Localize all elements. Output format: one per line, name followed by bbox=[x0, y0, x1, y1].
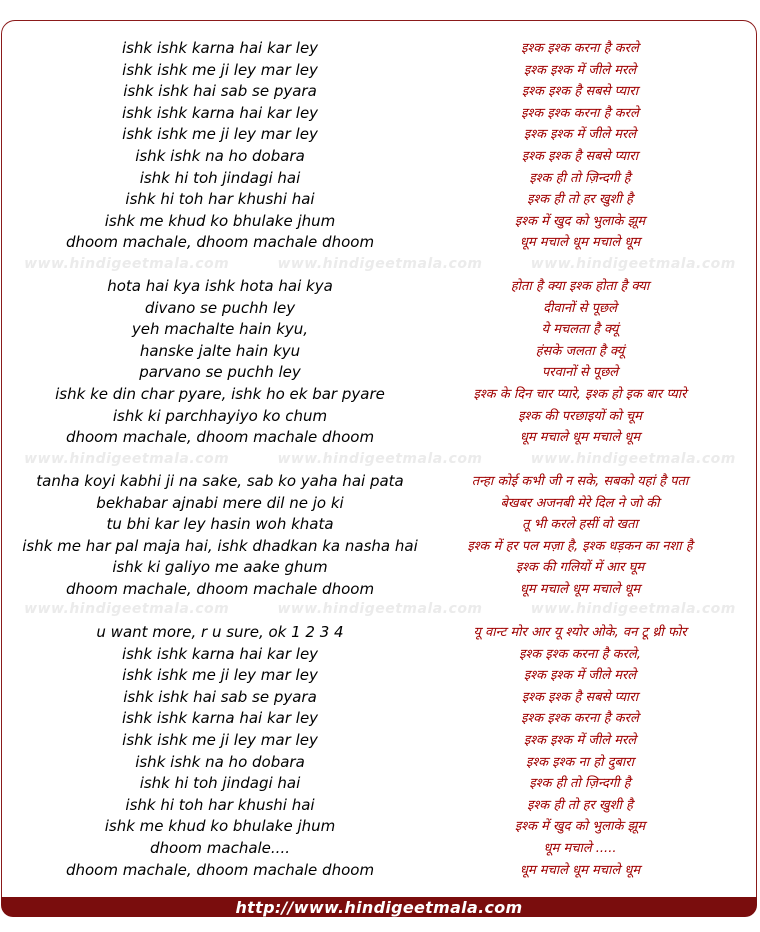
lyric-line-hindi: इश्क की गलियों में आर घूम bbox=[515, 560, 645, 576]
lyric-line-roman: ishk me khud ko bhulake jhum bbox=[104, 211, 336, 230]
lyric-line-hindi: धूम मचाले धूम मचाले धूम bbox=[519, 582, 641, 597]
lyric-line-roman: ishk ishk karna hai kar ley bbox=[121, 644, 319, 663]
lyric-line-roman: ishk ishk karna hai kar ley bbox=[121, 103, 319, 122]
watermark-row bbox=[0, 451, 760, 471]
lyric-line-roman: ishk hi toh har khushi hai bbox=[125, 795, 315, 814]
lyric-line-roman: ishk ishk me ji ley mar ley bbox=[122, 125, 318, 144]
watermark-text: www.hindigeetmala.com bbox=[24, 451, 230, 467]
lyric-line-hindi: धूम मचाले धूम मचाले धूम bbox=[519, 430, 641, 446]
lyric-line-roman: dhoom machale, dhoom machale dhoom bbox=[65, 860, 375, 879]
lyric-line-roman: hota hai kya ishk hota hai kya bbox=[107, 277, 333, 295]
lyric-line-roman: divano se puchh ley bbox=[144, 298, 296, 317]
lyric-line-roman: ishk ki galiyo me aake ghum bbox=[112, 558, 328, 577]
lyric-line-roman: ishk ishk karna hai kar ley bbox=[121, 39, 319, 57]
lyric-line-roman: ishk ishk na ho dobara bbox=[135, 147, 305, 165]
lyric-line-hindi: बेखबर अजनबी मेरे दिल ने जो की bbox=[500, 495, 660, 511]
lyric-line-hindi: तन्हा कोई कभी जी न सके, सबको यहां है पता bbox=[471, 474, 689, 489]
lyric-line-hindi: इश्क इश्क में जीले मरले bbox=[523, 62, 637, 78]
footer-url-link[interactable]: http://www.hindigeetmala.com bbox=[235, 897, 523, 917]
lyric-line-hindi: परवानों से पूछले bbox=[541, 365, 619, 381]
lyric-line-hindi: इश्क ही तो हर खुशी है bbox=[527, 797, 633, 813]
lyric-line-hindi: धूम मचाले ..... bbox=[543, 841, 617, 856]
lyric-line-hindi: यू वान्ट मोर आर यू श्योर ओके, वन टू थ्री फोर bbox=[473, 625, 687, 640]
lyric-line-hindi: इश्क में हर पल मज़ा है, इश्क धड़कन का नशा है bbox=[467, 538, 693, 554]
lyric-line-hindi: इश्क ही तो ज़िन्दगी है bbox=[529, 776, 631, 792]
lyric-line-roman: tu bhi kar ley hasin woh khata bbox=[106, 515, 334, 534]
lyric-line-hindi: इश्क इश्क करना है करले bbox=[521, 105, 639, 121]
lyric-line-roman: ishk ishk me ji ley mar ley bbox=[122, 60, 318, 79]
lyric-line-roman: ishk hi toh har khushi hai bbox=[125, 190, 315, 209]
lyric-line-roman: dhoom machale, dhoom machale dhoom bbox=[65, 428, 375, 447]
lyric-line-roman: ishk ishk me ji ley mar ley bbox=[122, 731, 318, 749]
lyric-line-roman: ishk ki parchhayiyo ko chum bbox=[112, 406, 328, 425]
lyric-line-hindi: इश्क इश्क है सबसे प्यारा bbox=[521, 149, 639, 164]
lyric-line-hindi: तू भी करले हसीं वो खता bbox=[522, 517, 638, 533]
lyric-line-hindi: इश्क के दिन चार प्यारे, इश्क हो इक बार प्यारे bbox=[473, 387, 687, 402]
lyric-line-hindi: हंसके जलता है क्यूं bbox=[535, 343, 625, 359]
lyric-line-roman: dhoom machale, dhoom machale dhoom bbox=[65, 580, 375, 598]
lyric-line-hindi: इश्क इश्क करना है करले bbox=[521, 711, 639, 727]
lyric-line-roman: dhoom machale, dhoom machale dhoom bbox=[65, 233, 375, 252]
watermark-row bbox=[0, 601, 760, 621]
watermark-text: www.hindigeetmala.com bbox=[530, 256, 736, 272]
lyric-line-hindi: इश्क इश्क करना है करले, bbox=[519, 646, 641, 662]
lyric-line-roman: tanha koyi kabhi ji na sake, sab ko yaha hai pata bbox=[36, 472, 404, 490]
lyric-line-hindi: होता है क्या इश्क होता है क्या bbox=[510, 279, 650, 294]
lyric-line-roman: ishk ishk karna hai kar ley bbox=[121, 709, 319, 728]
lyric-line-roman: u want more, r u sure, ok 1 2 3 4 bbox=[96, 623, 344, 641]
lyric-line-roman: ishk me khud ko bhulake jhum bbox=[104, 817, 336, 836]
lyric-line-hindi: इश्क इश्क में जीले मरले bbox=[523, 127, 637, 143]
lyric-line-roman: parvano se puchh ley bbox=[139, 363, 301, 382]
watermark-text: www.hindigeetmala.com bbox=[24, 256, 230, 272]
lyric-line-roman: ishk ishk me ji ley mar ley bbox=[122, 666, 318, 685]
lyric-line-hindi: धूम मचाले धूम मचाले धूम bbox=[519, 862, 641, 878]
lyric-line-hindi: इश्क में खुद को भुलाके झूम bbox=[514, 819, 646, 835]
lyric-line-hindi: इश्क इश्क में जीले मरले bbox=[523, 733, 637, 748]
lyric-line-hindi: इश्क इश्क ना हो दुबारा bbox=[526, 754, 634, 770]
lyric-line-roman: hanske jalte hain kyu bbox=[139, 341, 301, 360]
lyric-line-hindi: दीवानों से पूछले bbox=[543, 300, 617, 316]
lyric-line-roman: ishk hi toh jindagi hai bbox=[139, 774, 301, 793]
watermark-text: www.hindigeetmala.com bbox=[277, 601, 483, 617]
lyric-line-hindi: इश्क इश्क में जीले मरले bbox=[523, 668, 637, 684]
watermark-text: www.hindigeetmala.com bbox=[277, 451, 483, 467]
lyric-line-roman: dhoom machale.... bbox=[150, 839, 290, 857]
lyric-line-roman: ishk ishk hai sab se pyara bbox=[123, 82, 317, 101]
lyric-line-roman: yeh machalte hain kyu, bbox=[131, 320, 309, 339]
lyric-line-hindi: इश्क ही तो हर खुशी है bbox=[527, 192, 633, 208]
lyric-line-roman: ishk ishk hai sab se pyara bbox=[123, 687, 317, 706]
lyric-line-roman: ishk ke din char pyare, ishk ho ek bar pyare bbox=[55, 385, 385, 403]
watermark-text: www.hindigeetmala.com bbox=[24, 601, 230, 617]
lyric-line-hindi: इश्क इश्क करना है करले bbox=[521, 41, 639, 56]
watermark-text: www.hindigeetmala.com bbox=[277, 256, 483, 272]
lyric-line-roman: bekhabar ajnabi mere dil ne jo ki bbox=[96, 493, 344, 512]
lyric-line-hindi: धूम मचाले धूम मचाले धूम bbox=[519, 235, 641, 251]
lyric-line-hindi: इश्क में खुद को भुलाके झूम bbox=[514, 213, 646, 229]
footer-bar bbox=[1, 897, 757, 917]
watermark-text: www.hindigeetmala.com bbox=[530, 601, 736, 617]
lyric-line-roman: ishk hi toh jindagi hai bbox=[139, 168, 301, 187]
watermark-text: www.hindigeetmala.com bbox=[530, 451, 736, 467]
lyric-line-roman: ishk ishk na ho dobara bbox=[135, 752, 305, 771]
lyric-line-hindi: इश्क इश्क है सबसे प्यारा bbox=[521, 84, 639, 100]
lyric-line-roman: ishk me har pal maja hai, ishk dhadkan ka nasha hai bbox=[22, 536, 418, 555]
lyric-line-hindi: इश्क ही तो ज़िन्दगी है bbox=[529, 170, 631, 186]
watermark-row bbox=[0, 256, 760, 276]
lyric-line-hindi: इश्क की परछाइयों को चूम bbox=[518, 408, 642, 424]
lyric-line-hindi: ये मचलता है क्यूं bbox=[541, 322, 619, 338]
lyric-line-hindi: इश्क इश्क है सबसे प्यारा bbox=[521, 689, 639, 705]
